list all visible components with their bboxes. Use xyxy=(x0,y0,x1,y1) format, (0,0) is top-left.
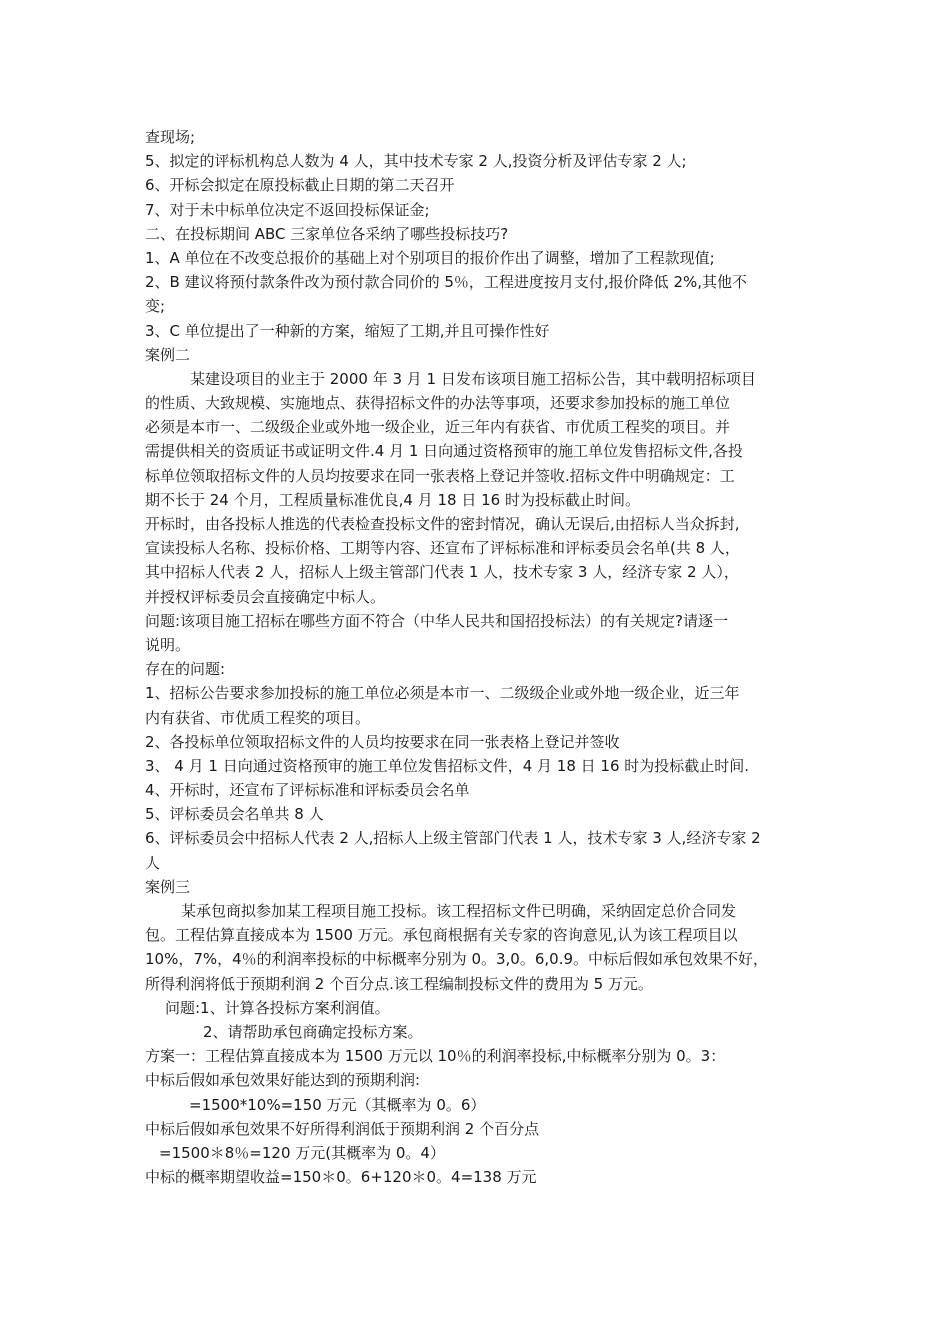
subheading: 存在的问题: xyxy=(145,660,226,679)
text-line: 查现场; xyxy=(145,128,196,146)
text-line: 10%，7%，4％的利润率投标的中标概率分别为 0。3,0。6,0.9。中标后假如承包效果不好， xyxy=(145,950,769,969)
text-line: 说明。 xyxy=(145,635,191,654)
text-line: 期不长于 24 个月，工程质量标准优良,4 月 18 日 16 时为投标截止时间。 xyxy=(145,490,640,509)
text-line: 所得利润将低于预期利润 2 个百分点.该工程编制投标文件的费用为 5 万元。 xyxy=(145,974,653,993)
text-line: 7、对于未中标单位决定不返回投标保证金; xyxy=(145,200,430,219)
question-line: 问题:该项目施工招标在哪些方面不符合（中华人民共和国招投标法）的有关规定?请逐一 xyxy=(145,611,729,630)
text-line: 变; xyxy=(145,297,166,316)
text-line: 6、开标会拟定在原投标截止日期的第二天召开 xyxy=(145,176,455,195)
text-line: 人 xyxy=(145,853,161,872)
text-line: 并授权评标委员会直接确定中标人。 xyxy=(145,587,386,606)
text-line: 中标后假如承包效果不好所得利润低于预期利润 2 个百分点 xyxy=(145,1119,540,1138)
text-line: 6、评标委员会中招标人代表 2 人,招标人上级主管部门代表 1 人，技术专家 3 人,经济专家 2 xyxy=(145,829,761,848)
text-line: 中标后假如承包效果好能达到的预期利润: xyxy=(145,1071,421,1090)
text-line: 中标的概率期望收益=150＊0。6+120＊0。4=138 万元 xyxy=(145,1168,537,1187)
text-line: 宣读投标人名称、投标价格、工期等内容、还宣布了评标标准和评标委员会名单(共 8 人， xyxy=(145,539,740,558)
text-line: 3、C 单位提出了一种新的方案，缩短了工期,并且可操作性好 xyxy=(145,321,550,340)
text-line: 内有获省、市优质工程奖的项目。 xyxy=(145,708,371,727)
formula-line: =1500*10%=150 万元（其概率为 0。6） xyxy=(189,1095,486,1114)
text-line: 5、评标委员会名单共 8 人 xyxy=(145,805,324,824)
text-line: 4、开标时，还宣布了评标标准和评标委员会名单 xyxy=(145,781,470,800)
text-line: 2、各投标单位领取招标文件的人员均按要求在同一张表格上登记并签收 xyxy=(145,732,620,751)
text-line: 的性质、大致规模、实施地点、获得招标文件的办法等事项，还要求参加投标的施工单位 xyxy=(145,394,731,413)
text-line: 其中招标人代表 2 人，招标人上级主管部门代表 1 人，技术专家 3 人，经济专家 2 人）， xyxy=(145,563,739,582)
text-line: 2、B 建议将预付款条件改为预付款合同价的 5％，工程进度按月支付,报价降低 2%,其他不 xyxy=(145,273,748,292)
text-line: 5、拟定的评标机构总人数为 4 人，其中技术专家 2 人,投资分析及评估专家 2 人; xyxy=(145,152,687,171)
text-line: 3、 4 月 1 日向通过资格预审的施工单位发售招标文件，4 月 18 日 16 时为投标截止时间. xyxy=(145,756,750,775)
paragraph-first-line: 某承包商拟参加某工程项目施工投标。该工程招标文件已明确，采纳固定总价合同发 xyxy=(181,902,737,920)
document-body xyxy=(145,125,813,1189)
case-heading: 案例三 xyxy=(145,877,191,896)
question-line: 问题:1、计算各投标方案利润值。 xyxy=(165,998,390,1017)
text-line: 需提供相关的资质证书或证明文件.4 月 1 日向通过资格预审的施工单位发售招标文件,各投 xyxy=(145,442,743,461)
text-line: 必须是本市一、二级级企业或外地一级企业，近三年内有获省、市优质工程奖的项目。并 xyxy=(145,418,731,437)
text-line: 包。工程估算直接成本为 1500 万元。承包商根据有关专家的咨询意见,认为该工程项目以 xyxy=(145,926,738,945)
paragraph-first-line: 某建设项目的业主于 2000 年 3 月 1 日发布该项目施工招标公告，其中载明招标项目 xyxy=(190,369,756,388)
text-line: 1、招标公告要求参加投标的施工单位必须是本市一、二级级企业或外地一级企业，近三年 xyxy=(145,684,740,703)
case-heading: 案例二 xyxy=(145,345,191,364)
text-line: 开标时，由各投标人推选的代表检查投标文件的密封情况，确认无误后,由招标人当众拆封, xyxy=(145,515,740,533)
text-line: 标单位领取招标文件的人员均按要求在同一张表格上登记并签收.招标文件中明确规定：工 xyxy=(145,466,735,485)
question-line: 2、请帮助承包商确定投标方案。 xyxy=(203,1022,423,1041)
text-line: 1、A 单位在不改变总报价的基础上对个别项目的报价作出了调整，增加了工程款现值; xyxy=(145,248,715,267)
section-heading: 二、在投标期间 ABC 三家单位各采纳了哪些投标技巧? xyxy=(145,224,509,243)
formula-line: =1500＊8％=120 万元(其概率为 0。4） xyxy=(159,1143,445,1162)
text-line: 方案一：工程估算直接成本为 1500 万元以 10％的利润率投标,中标概率分别为 0。3： xyxy=(145,1047,726,1066)
